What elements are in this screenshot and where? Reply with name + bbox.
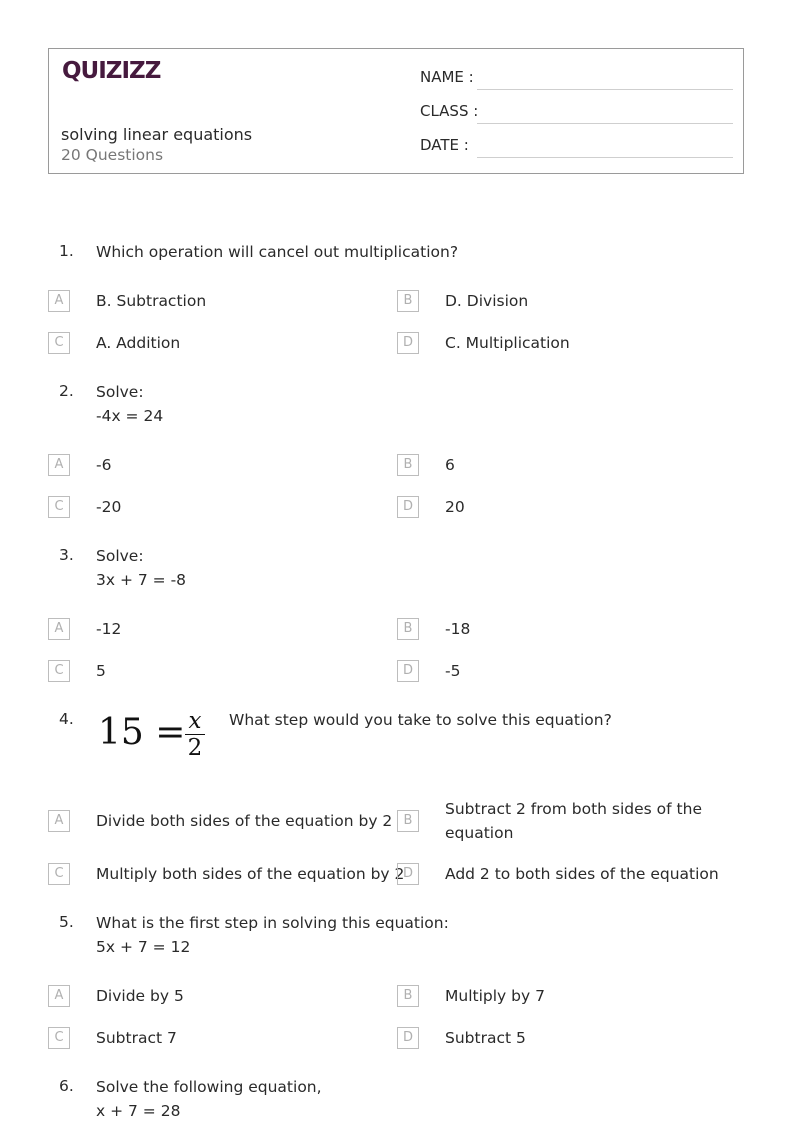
- option-b-box[interactable]: B: [397, 985, 419, 1007]
- option-b-text: Multiply by 7: [445, 987, 545, 1005]
- option-c-box[interactable]: C: [48, 1027, 70, 1049]
- option-a-box[interactable]: A: [48, 618, 70, 640]
- option-a-box[interactable]: A: [48, 810, 70, 832]
- question-text: What is the first step in solving this equation:: [96, 914, 449, 932]
- question-number: 2.: [59, 382, 74, 400]
- question-equation: x + 7 = 28: [96, 1102, 181, 1120]
- option-a-text: -6: [96, 456, 112, 474]
- option-a-box[interactable]: A: [48, 985, 70, 1007]
- option-c-text: Multiply both sides of the equation by 2: [96, 865, 405, 883]
- option-c-box[interactable]: C: [48, 863, 70, 885]
- option-c-text: 5: [96, 662, 106, 680]
- option-b-text: Subtract 2 from both sides of the: [445, 800, 702, 818]
- option-a-text: -12: [96, 620, 122, 638]
- question-number: 6.: [59, 1077, 74, 1095]
- option-d-box[interactable]: D: [397, 660, 419, 682]
- option-b-box[interactable]: B: [397, 454, 419, 476]
- option-c-box[interactable]: C: [48, 332, 70, 354]
- equation-fraction: [184, 709, 206, 760]
- quizizz-logo: QUIZIZZ: [62, 58, 161, 84]
- option-d-text: C. Multiplication: [445, 334, 570, 352]
- question-equation: 3x + 7 = -8: [96, 571, 187, 589]
- question-text: Solve the following equation,: [96, 1078, 322, 1096]
- question-text: Which operation will cancel out multiplication?: [96, 243, 459, 261]
- option-b-text: 6: [445, 456, 455, 474]
- option-d-box[interactable]: D: [397, 496, 419, 518]
- option-c-text: -20: [96, 498, 122, 516]
- option-b-text: D. Division: [445, 292, 529, 310]
- option-b-text-line2: equation: [445, 824, 514, 842]
- name-line[interactable]: [477, 89, 733, 90]
- option-d-text: Add 2 to both sides of the equation: [445, 865, 719, 883]
- option-c-box[interactable]: C: [48, 496, 70, 518]
- date-line[interactable]: [477, 157, 733, 158]
- option-c-box[interactable]: C: [48, 660, 70, 682]
- question-text: Solve:: [96, 383, 144, 401]
- option-a-text: B. Subtraction: [96, 292, 207, 310]
- option-d-box[interactable]: D: [397, 863, 419, 885]
- class-line[interactable]: [477, 123, 733, 124]
- fraction-numerator: x: [188, 708, 202, 734]
- question-equation: -4x = 24: [96, 407, 164, 425]
- option-a-box[interactable]: A: [48, 454, 70, 476]
- question-equation: 5x + 7 = 12: [96, 938, 191, 956]
- question-text: Solve:: [96, 547, 144, 565]
- option-b-box[interactable]: B: [397, 810, 419, 832]
- date-label: DATE :: [420, 136, 469, 154]
- question-number: 5.: [59, 913, 74, 931]
- option-c-text: Subtract 7: [96, 1029, 177, 1047]
- question-number: 4.: [59, 710, 74, 728]
- question-count: 20 Questions: [61, 146, 164, 164]
- question-text: What step would you take to solve this equation?: [229, 711, 612, 729]
- fraction-denominator: 2: [187, 735, 203, 761]
- option-b-box[interactable]: B: [397, 618, 419, 640]
- question-number: 1.: [59, 242, 74, 260]
- option-a-text: Divide both sides of the equation by 2: [96, 812, 393, 830]
- option-d-box[interactable]: D: [397, 1027, 419, 1049]
- name-label: NAME :: [420, 68, 474, 86]
- question-number: 3.: [59, 546, 74, 564]
- option-d-box[interactable]: D: [397, 332, 419, 354]
- class-label: CLASS :: [420, 102, 479, 120]
- option-a-text: Divide by 5: [96, 987, 184, 1005]
- option-d-text: 20: [445, 498, 465, 516]
- option-b-box[interactable]: B: [397, 290, 419, 312]
- option-c-text: A. Addition: [96, 334, 181, 352]
- option-d-text: Subtract 5: [445, 1029, 526, 1047]
- worksheet-header: [48, 48, 744, 174]
- option-a-box[interactable]: A: [48, 290, 70, 312]
- option-d-text: -5: [445, 662, 461, 680]
- worksheet-title: solving linear equations: [61, 125, 253, 144]
- equation-lhs: 15 =: [98, 712, 186, 753]
- option-b-text: -18: [445, 620, 471, 638]
